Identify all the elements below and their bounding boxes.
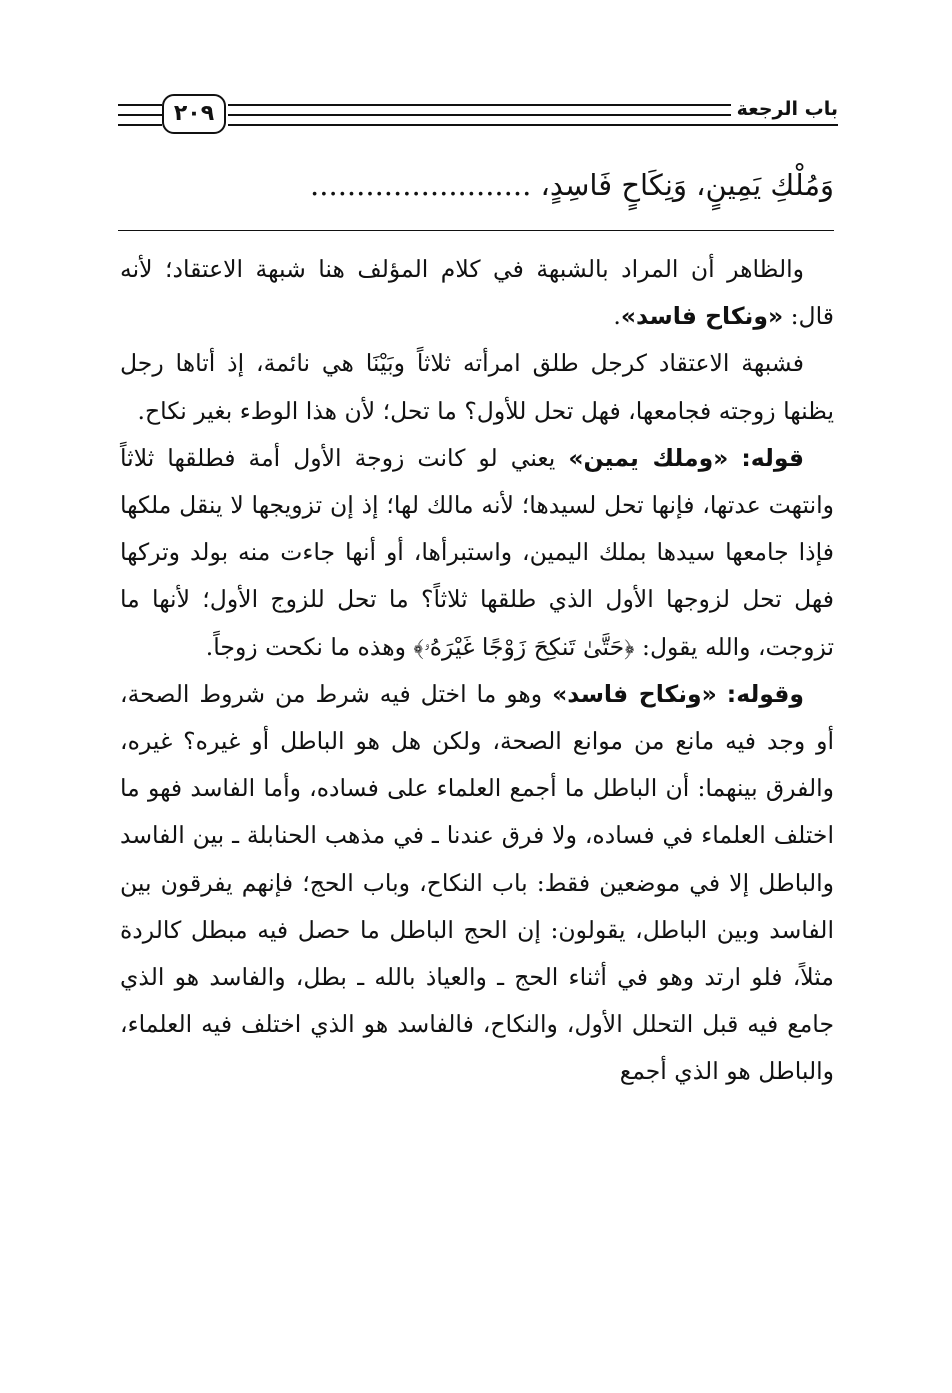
paragraph-1-bold: «ونكاح فاسد» [620,302,784,331]
paragraph-3 [120,435,834,671]
paragraph-2 [120,340,834,434]
paragraph-3-lead: قوله: [741,443,804,472]
page-header [118,92,838,142]
paragraph-4 [120,671,834,1096]
matn-text: وَمُلْكِ يَمِينٍ، وَنِكَاحٍ فَاسِدٍ، [540,168,834,202]
matn-line [118,168,834,216]
header-rule-left-top [118,104,162,106]
header-rule-left-bottom [118,124,162,126]
paragraph-3-tail: وهذه ما نكحت زوجاً. [205,632,414,661]
paragraph-1-text: والظاهر أن المراد بالشبهة في كلام المؤلف هنا شبهة الاعتقاد؛ لأنه قال: [120,255,834,331]
paragraph-1-tail: . [613,302,621,331]
paragraph-3-text: يعني لو كانت زوجة الأول أمة فطلقها ثلاثاً وانتهت عدتها، فإنها تحل لسيدها؛ لأنه مالك لها؛ إذ إن تزويجها لا ينقل ملكها فإذا جامعها سيدها بملك اليمين، واستبرأها، أو أنها جاءت منه بولد وتركها فهل تحل لزوجها الأول الذي طلقها ثلاثاً؟ ما تحل للزوج الأول؛ لأنها ما تزوجت، والله يقول: [120,443,834,661]
quran-verse: ﴿حَتَّىٰ تَنكِحَ زَوْجًا غَيْرَهُۥ﴾ [413,632,635,661]
paragraph-4-bold: «ونكاح فاسد» [552,679,717,708]
header-rule-left-middle [118,114,162,116]
paragraph-4-lead: وقوله: [726,679,804,708]
page-number: ٢٠٩ [162,94,226,134]
paragraph-1 [120,246,834,340]
commentary-body [120,246,834,1096]
matn-divider [118,230,834,231]
paragraph-4-text: وهو ما اختل فيه شرط من شروط الصحة، أو وجد فيه مانع من موانع الصحة، ولكن هل هو الباطل أو غيره؟ غيره، والفرق بينهما: أن الباطل ما أجمع العلماء على فساده، وأما الفاسد فهو ما اختلف العلماء في فساده، ولا فرق عندنا ـ في مذهب الحنابلة ـ بين الفاسد والباطل إلا في موضعين فقط: باب النكاح، وباب الحج؛ فإنهم يفرقون بين الفاسد وبين الباطل، يقولون: إن الحج الباطل ما حصل فيه مبطل كالردة مثلاً، فلو ارتد وهو في أثناء الحج ـ والعياذ بالله ـ بطل، والفاسد هو الذي جامع فيه قبل التحلل الأول، والنكاح، فالفاسد هو الذي اختلف فيه العلماء، والباطل هو الذي أجمع [120,679,834,1086]
header-rule-bottom [228,124,838,126]
paragraph-2-text: فشبهة الاعتقاد كرجل طلق امرأته ثلاثاً وبَيْنَا هي نائمة، إذ أتاها رجل يظنها زوجته فجامعها، فهل تحل للأول؟ ما تحل؛ لأن هذا الوطء بغير نكاح. [120,349,834,425]
paragraph-3-bold: «وملك يمين» [568,443,729,472]
matn-dots: ........................ [310,168,532,202]
chapter-title: باب الرجعة [731,98,838,120]
